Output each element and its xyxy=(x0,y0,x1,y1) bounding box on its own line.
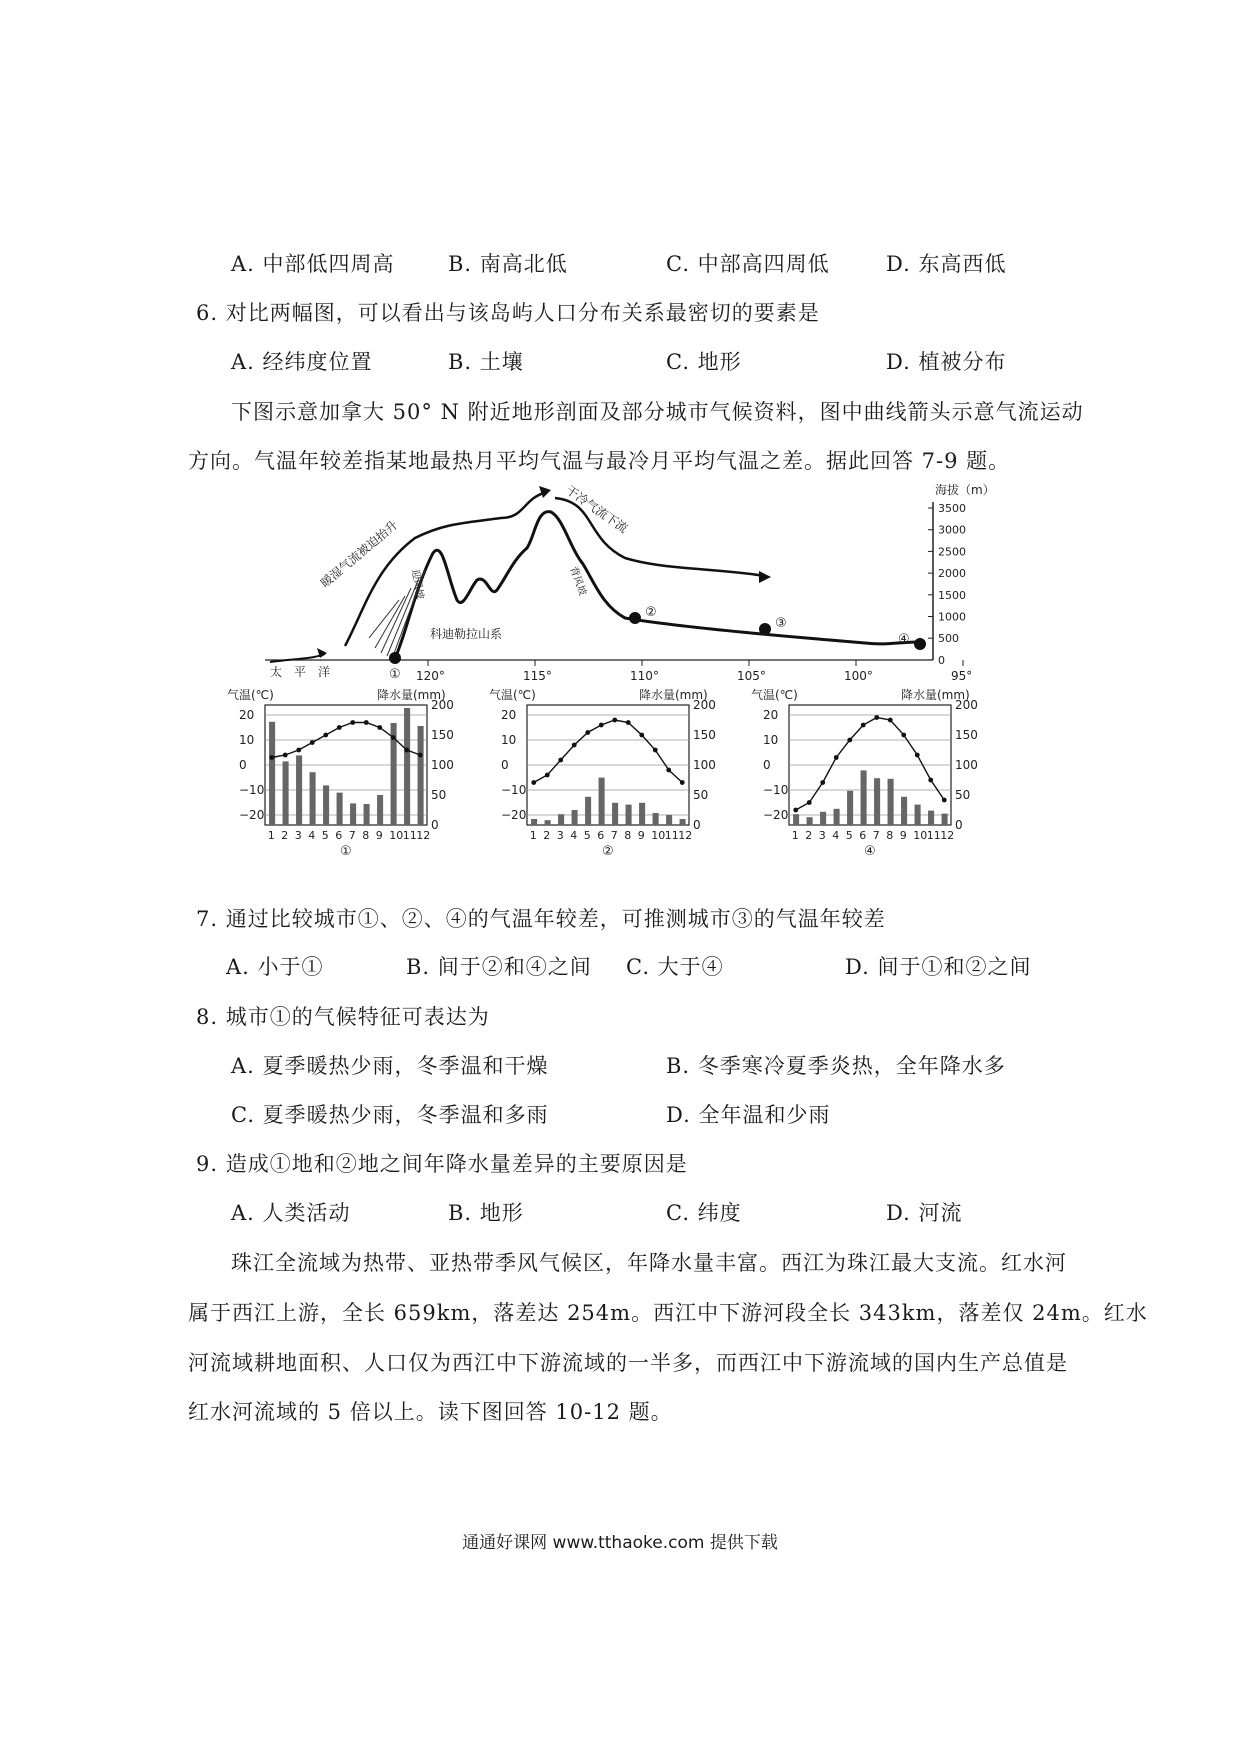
month-tick-label: 7 xyxy=(872,829,880,842)
month-tick-label: 9 xyxy=(375,829,383,842)
month-tick-label: 11 xyxy=(926,829,941,842)
precip-bar xyxy=(283,761,289,825)
climate-chart-1 xyxy=(227,687,454,859)
q9-option-a: A. 人类活动 xyxy=(231,1201,351,1225)
temp-point xyxy=(391,735,396,740)
month-tick-label: 6 xyxy=(859,829,867,842)
temp-tick-label: 20 xyxy=(501,708,517,722)
intro-10-12-line1: 珠江全流域为热带、亚热带季风气候区，年降水量丰富。西江为珠江最大支流。红水河 xyxy=(231,1251,1067,1275)
temp-axis-label: 气温(℃) xyxy=(227,688,274,702)
temp-tick-label: 0 xyxy=(501,758,509,772)
city-2-point xyxy=(629,612,641,624)
q8-stem: 8. 城市①的气候特征可表达为 xyxy=(196,1005,490,1029)
month-tick-label: 12 xyxy=(940,829,955,842)
longitude-tick-label: 95° xyxy=(951,669,973,683)
month-tick-label: 7 xyxy=(348,829,356,842)
q8-option-c: C. 夏季暖热少雨，冬季温和多雨 xyxy=(231,1103,549,1127)
q9-option-c: C. 纬度 xyxy=(666,1201,742,1225)
temp-point xyxy=(283,753,288,758)
temp-axis-label: 气温(℃) xyxy=(751,688,798,702)
intro-10-12-line4: 红水河流域的 5 倍以上。读下图回答 10-12 题。 xyxy=(188,1400,673,1424)
warm-air-arrow xyxy=(270,654,325,662)
q9-option-d: D. 河流 xyxy=(886,1201,963,1225)
temp-point xyxy=(404,748,409,753)
temp-point xyxy=(269,755,274,760)
q9-stem: 9. 造成①地和②地之间年降水量差异的主要原因是 xyxy=(196,1152,688,1176)
precip-tick-label: 150 xyxy=(955,728,978,742)
temp-tick-label: −10 xyxy=(239,783,265,797)
q7-option-a: A. 小于① xyxy=(226,955,324,979)
longitude-tick-label: 115° xyxy=(523,669,552,683)
temp-tick-label: −10 xyxy=(763,783,789,797)
intro-10-12-line2: 属于西江上游，全长 659km，落差达 254m。西江中下游河段全长 343km，落差仅 24m。红水 xyxy=(188,1301,1148,1325)
precip-tick-label: 100 xyxy=(693,758,716,772)
temp-tick-label: 0 xyxy=(763,758,771,772)
precip-bar xyxy=(901,797,907,825)
temp-point xyxy=(310,740,315,745)
precip-bar xyxy=(915,805,921,825)
temp-tick-label: 10 xyxy=(501,733,517,747)
temp-point xyxy=(666,768,671,773)
longitude-tick-label: 120° xyxy=(416,669,445,683)
precip-bar xyxy=(680,819,686,825)
temp-tick-label: 20 xyxy=(763,708,779,722)
temp-point xyxy=(834,755,839,760)
city-1-label: ① xyxy=(389,667,401,682)
temp-point xyxy=(820,780,825,785)
temp-point xyxy=(915,753,920,758)
precip-bar xyxy=(558,814,564,825)
precip-bar xyxy=(666,815,672,825)
temp-point xyxy=(901,733,906,738)
month-tick-label: 1 xyxy=(791,829,799,842)
precip-tick-label: 100 xyxy=(955,758,978,772)
precip-bar xyxy=(942,814,948,825)
month-tick-label: 11 xyxy=(402,829,417,842)
month-tick-label: 6 xyxy=(597,829,605,842)
range-label: 科迪勒拉山系 xyxy=(430,627,503,641)
month-tick-label: 1 xyxy=(267,829,275,842)
altitude-tick-label: 1500 xyxy=(938,588,966,602)
precip-bar xyxy=(874,778,880,825)
precip-bar xyxy=(585,797,591,825)
month-tick-label: 5 xyxy=(321,829,329,842)
q7-option-c: C. 大于④ xyxy=(626,955,724,979)
precip-bar xyxy=(337,793,343,825)
month-tick-label: 3 xyxy=(818,829,826,842)
q6-stem: 6. 对比两幅图，可以看出与该岛屿人口分布关系最密切的要素是 xyxy=(196,301,820,325)
terrain-profile-figure xyxy=(265,478,995,683)
temp-point xyxy=(888,718,893,723)
city-3-label: ③ xyxy=(775,616,787,631)
month-tick-label: 9 xyxy=(637,829,645,842)
altitude-tick-label: 1000 xyxy=(938,610,966,624)
temp-line xyxy=(796,718,945,811)
longitude-tick-label: 100° xyxy=(844,669,873,683)
precip-bar xyxy=(364,804,370,825)
q5-option-a: A. 中部低四周高 xyxy=(231,252,395,276)
temp-point xyxy=(296,748,301,753)
temp-point xyxy=(377,725,382,730)
precip-bar xyxy=(310,772,316,825)
temp-point xyxy=(874,715,879,720)
city-4-point xyxy=(914,638,926,650)
temp-point xyxy=(807,800,812,805)
temp-tick-label: 20 xyxy=(239,708,255,722)
precip-bar xyxy=(626,805,632,825)
temp-point xyxy=(558,758,563,763)
q6-option-c: C. 地形 xyxy=(666,350,742,374)
altitude-tick-label: 3000 xyxy=(938,523,966,537)
precip-bar xyxy=(377,795,383,825)
precip-bar xyxy=(599,778,605,825)
q9-option-b: B. 地形 xyxy=(448,1201,524,1225)
temp-point xyxy=(847,738,852,743)
month-tick-label: 3 xyxy=(556,829,564,842)
city-3-point xyxy=(759,623,771,635)
month-tick-label: 2 xyxy=(281,829,289,842)
month-tick-label: 12 xyxy=(678,829,693,842)
month-tick-label: 12 xyxy=(416,829,431,842)
precip-bar xyxy=(323,785,329,825)
temp-tick-label: 10 xyxy=(239,733,255,747)
temp-point xyxy=(364,720,369,725)
leeward-label: 背风坡 xyxy=(567,565,588,598)
precip-bar xyxy=(793,814,799,825)
q8-option-d: D. 全年温和少雨 xyxy=(666,1103,831,1127)
q6-option-d: D. 植被分布 xyxy=(886,350,1007,374)
month-tick-label: 8 xyxy=(362,829,370,842)
month-tick-label: 3 xyxy=(294,829,302,842)
month-tick-label: 10 xyxy=(651,829,666,842)
precip-bar xyxy=(847,791,853,825)
precip-tick-label: 150 xyxy=(431,728,454,742)
intro-7-9-line2: 方向。气温年较差指某地最热月平均气温与最冷月平均气温之差。据此回答 7-9 题。 xyxy=(188,449,1011,473)
temp-line xyxy=(534,720,683,783)
precip-bar xyxy=(834,809,840,825)
footer-source: 通通好课网 www.tthaoke.com 提供下载 xyxy=(462,1533,778,1553)
month-tick-label: 5 xyxy=(583,829,591,842)
city-2-label: ② xyxy=(645,605,657,620)
altitude-tick-label: 2000 xyxy=(938,567,966,581)
month-tick-label: 4 xyxy=(570,829,578,842)
precip-bar xyxy=(545,820,551,825)
precip-tick-label: 150 xyxy=(693,728,716,742)
longitude-tick-label: 110° xyxy=(630,669,659,683)
temp-point xyxy=(572,743,577,748)
month-tick-label: 10 xyxy=(913,829,928,842)
month-tick-label: 1 xyxy=(529,829,537,842)
temp-tick-label: 0 xyxy=(239,758,247,772)
chart-title: ② xyxy=(602,844,614,859)
precip-bar xyxy=(572,810,578,825)
month-tick-label: 8 xyxy=(624,829,632,842)
month-tick-label: 7 xyxy=(610,829,618,842)
precip-bar xyxy=(404,708,410,825)
altitude-tick-label: 2500 xyxy=(938,545,966,559)
warm-air-label: 暖湿气流被迫抬升 xyxy=(317,517,401,591)
longitude-tick-label: 105° xyxy=(737,669,766,683)
temp-point xyxy=(531,780,536,785)
temp-point xyxy=(626,720,631,725)
chart-title: ① xyxy=(340,844,352,859)
q5-option-b: B. 南高北低 xyxy=(448,252,568,276)
temp-point xyxy=(337,725,342,730)
temp-point xyxy=(545,773,550,778)
precip-bar xyxy=(296,755,302,825)
month-tick-label: 5 xyxy=(845,829,853,842)
windward-label: 迎风坡 xyxy=(409,568,426,601)
city-1-point xyxy=(389,652,401,664)
precip-bar xyxy=(269,722,275,825)
temp-tick-label: −20 xyxy=(501,808,527,822)
month-tick-label: 10 xyxy=(389,829,404,842)
precip-bar xyxy=(888,779,894,825)
q6-option-a: A. 经纬度位置 xyxy=(231,350,373,374)
temp-point xyxy=(418,753,423,758)
precip-axis-label: 降水量(mm) xyxy=(377,688,446,702)
intro-7-9-line1: 下图示意加拿大 50° N 附近地形剖面及部分城市气候资料，图中曲线箭头示意气流运动 xyxy=(231,400,1084,424)
intro-10-12-line3: 河流域耕地面积、人口仅为西江中下游流域的一半多，而西江中下游流域的国内生产总值是 xyxy=(188,1351,1068,1375)
pacific-label: 太 平 洋 xyxy=(270,665,331,679)
precip-bar xyxy=(639,803,645,825)
precip-bar xyxy=(350,803,356,825)
q7-stem: 7. 通过比较城市①、②、④的气温年较差，可推测城市③的气温年较差 xyxy=(196,907,886,931)
temp-axis-label: 气温(℃) xyxy=(489,688,536,702)
precip-bar xyxy=(928,811,934,825)
temp-point xyxy=(612,718,617,723)
precip-bar xyxy=(861,770,867,825)
q7-option-d: D. 间于①和②之间 xyxy=(845,955,1032,979)
temp-tick-label: 10 xyxy=(763,733,779,747)
month-tick-label: 6 xyxy=(335,829,343,842)
q5-option-c: C. 中部高四周低 xyxy=(666,252,830,276)
temp-point xyxy=(599,723,604,728)
precip-tick-label: 0 xyxy=(955,818,963,832)
precip-tick-label: 0 xyxy=(693,818,701,832)
precip-tick-label: 200 xyxy=(431,698,454,712)
climate-chart-2 xyxy=(489,687,716,859)
temp-tick-label: −20 xyxy=(763,808,789,822)
altitude-tick-label: 3500 xyxy=(938,502,966,515)
precip-bar xyxy=(820,812,826,825)
precip-tick-label: 50 xyxy=(693,788,709,802)
precip-tick-label: 200 xyxy=(955,698,978,712)
q8-option-a: A. 夏季暖热少雨，冬季温和干燥 xyxy=(231,1054,549,1078)
precip-bar xyxy=(653,813,659,825)
temp-point xyxy=(350,720,355,725)
temp-point xyxy=(793,808,798,813)
temp-tick-label: −10 xyxy=(501,783,527,797)
temp-point xyxy=(585,730,590,735)
month-tick-label: 4 xyxy=(832,829,840,842)
precip-bar xyxy=(418,726,424,825)
temp-point xyxy=(861,723,866,728)
temp-point xyxy=(680,780,685,785)
month-tick-label: 8 xyxy=(886,829,894,842)
dry-air-label: 干冷气流下流 xyxy=(563,482,631,536)
precip-bar xyxy=(612,803,618,825)
precip-tick-label: 100 xyxy=(431,758,454,772)
altitude-axis-label: 海拔（m） xyxy=(935,483,995,497)
climate-chart-3 xyxy=(751,687,978,859)
precip-tick-label: 200 xyxy=(693,698,716,712)
precip-axis-label: 降水量(mm) xyxy=(639,688,708,702)
month-tick-label: 4 xyxy=(308,829,316,842)
precip-tick-label: 50 xyxy=(431,788,447,802)
q8-option-b: B. 冬季寒冷夏季炎热，全年降水多 xyxy=(666,1054,1006,1078)
altitude-tick-label: 500 xyxy=(938,632,959,646)
q6-option-b: B. 土壤 xyxy=(448,350,524,374)
temp-point xyxy=(653,748,658,753)
precip-axis-label: 降水量(mm) xyxy=(901,688,970,702)
month-tick-label: 2 xyxy=(805,829,813,842)
chart-title: ④ xyxy=(864,844,876,859)
month-tick-label: 11 xyxy=(664,829,679,842)
city-4-label: ④ xyxy=(898,632,910,647)
climate-charts xyxy=(225,685,1005,870)
temp-point xyxy=(323,733,328,738)
precip-tick-label: 0 xyxy=(431,818,439,832)
q7-option-b: B. 间于②和④之间 xyxy=(406,955,592,979)
altitude-tick-label: 0 xyxy=(938,653,945,667)
temp-point xyxy=(928,778,933,783)
precip-tick-label: 50 xyxy=(955,788,971,802)
month-tick-label: 2 xyxy=(543,829,551,842)
temp-tick-label: −20 xyxy=(239,808,265,822)
month-tick-label: 9 xyxy=(899,829,907,842)
q5-option-d: D. 东高西低 xyxy=(886,252,1007,276)
precip-bar xyxy=(807,817,813,825)
temp-point xyxy=(942,798,947,803)
temp-point xyxy=(639,733,644,738)
precip-bar xyxy=(531,819,537,825)
